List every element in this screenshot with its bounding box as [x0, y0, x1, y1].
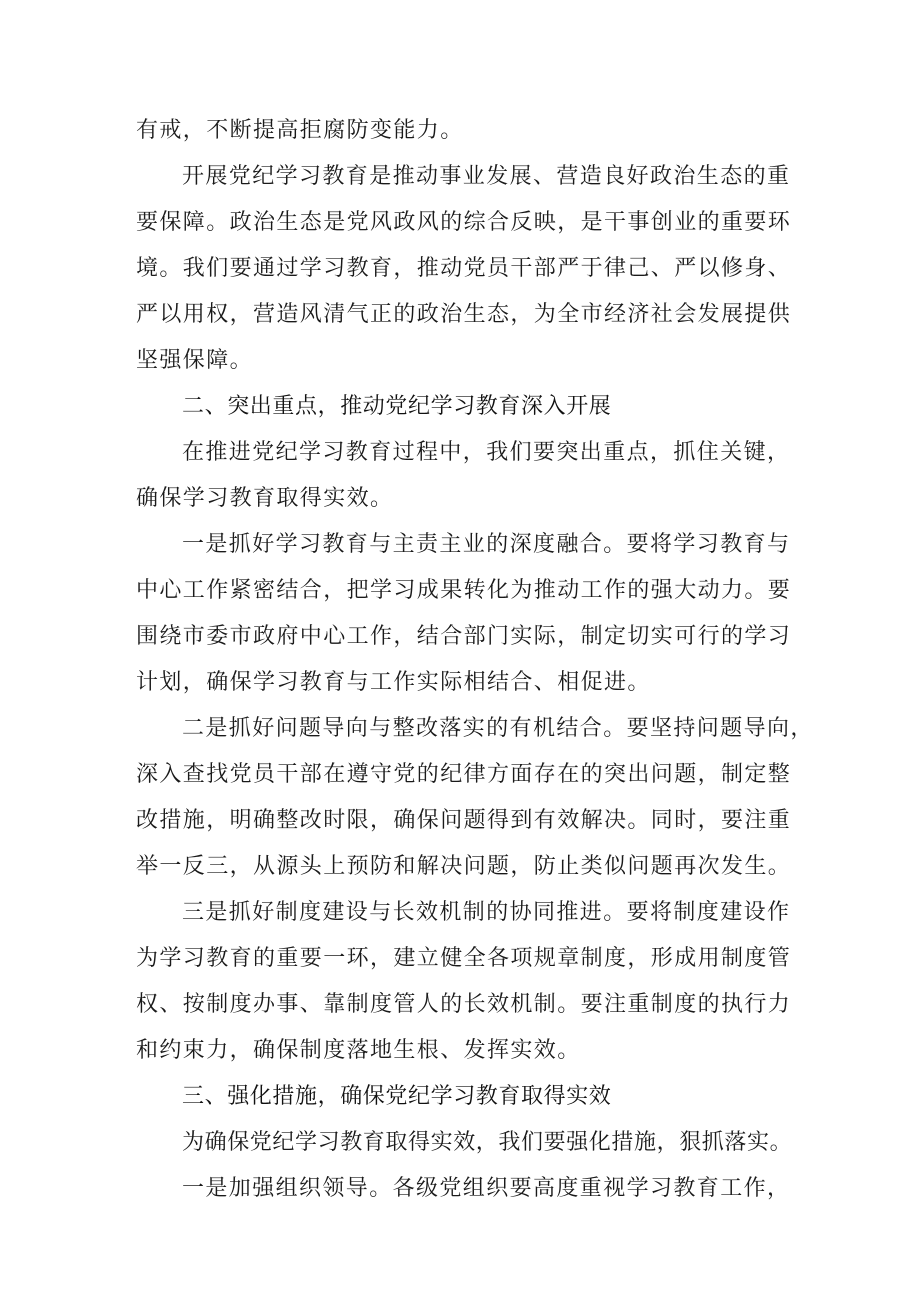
paragraph-line: 中心工作紧密结合，把学习成果转化为推动工作的强大动力。要: [136, 578, 792, 603]
paragraph-line: 要保障。政治生态是党风政风的综合反映，是干事创业的重要环: [136, 210, 792, 235]
paragraph-line: 为确保党纪学习教育取得实效，我们要强化措施，狠抓落实。: [182, 1130, 793, 1155]
paragraph-line: 举一反三，从源头上预防和解决问题，防止类似问题再次发生。: [136, 854, 792, 879]
section-heading: 二、突出重点，推动党纪学习教育深入开展: [182, 394, 612, 419]
section-heading: 三、强化措施，确保党纪学习教育取得实效: [182, 1084, 612, 1109]
paragraph-line: 计划，确保学习教育与工作实际相结合、相促进。: [136, 670, 651, 695]
paragraph-line: 一是抓好学习教育与主责主业的深度融合。要将学习教育与: [182, 532, 791, 557]
paragraph-line: 坚强保障。: [136, 348, 254, 373]
paragraph-line: 严以用权，营造风清气正的政治生态，为全市经济社会发展提供: [136, 302, 792, 327]
paragraph-line: 和约束力，确保制度落地生根、发挥实效。: [136, 1038, 581, 1063]
paragraph-line: 改措施，明确整改时限，确保问题得到有效解决。同时，要注重: [136, 808, 792, 833]
paragraph-line: 一是加强组织领导。各级党组织要高度重视学习教育工作，: [182, 1176, 791, 1201]
paragraph-line: 权、按制度办事、靠制度管人的长效机制。要注重制度的执行力: [136, 992, 792, 1017]
paragraph-line: 二是抓好问题导向与整改落实的有机结合。要坚持问题导向，: [182, 716, 814, 741]
paragraph-line: 有戒，不断提高拒腐防变能力。: [136, 118, 464, 143]
paragraph-line: 为学习教育的重要一环，建立健全各项规章制度，形成用制度管: [136, 946, 792, 971]
paragraph-line: 开展党纪学习教育是推动事业发展、营造良好政治生态的重: [182, 164, 791, 189]
paragraph-line: 三是抓好制度建设与长效机制的协同推进。要将制度建设作: [182, 900, 791, 925]
paragraph-line: 境。我们要通过学习教育，推动党员干部严于律己、严以修身、: [136, 256, 792, 281]
paragraph-line: 深入查找党员干部在遵守党的纪律方面存在的突出问题，制定整: [136, 762, 792, 787]
paragraph-line: 在推进党纪学习教育过程中，我们要突出重点，抓住关键，: [182, 440, 791, 465]
paragraph-line: 确保学习教育取得实效。: [136, 486, 394, 511]
document-body: [136, 108, 814, 1212]
paragraph-line: 围绕市委市政府中心工作，结合部门实际，制定切实可行的学习: [136, 624, 792, 649]
